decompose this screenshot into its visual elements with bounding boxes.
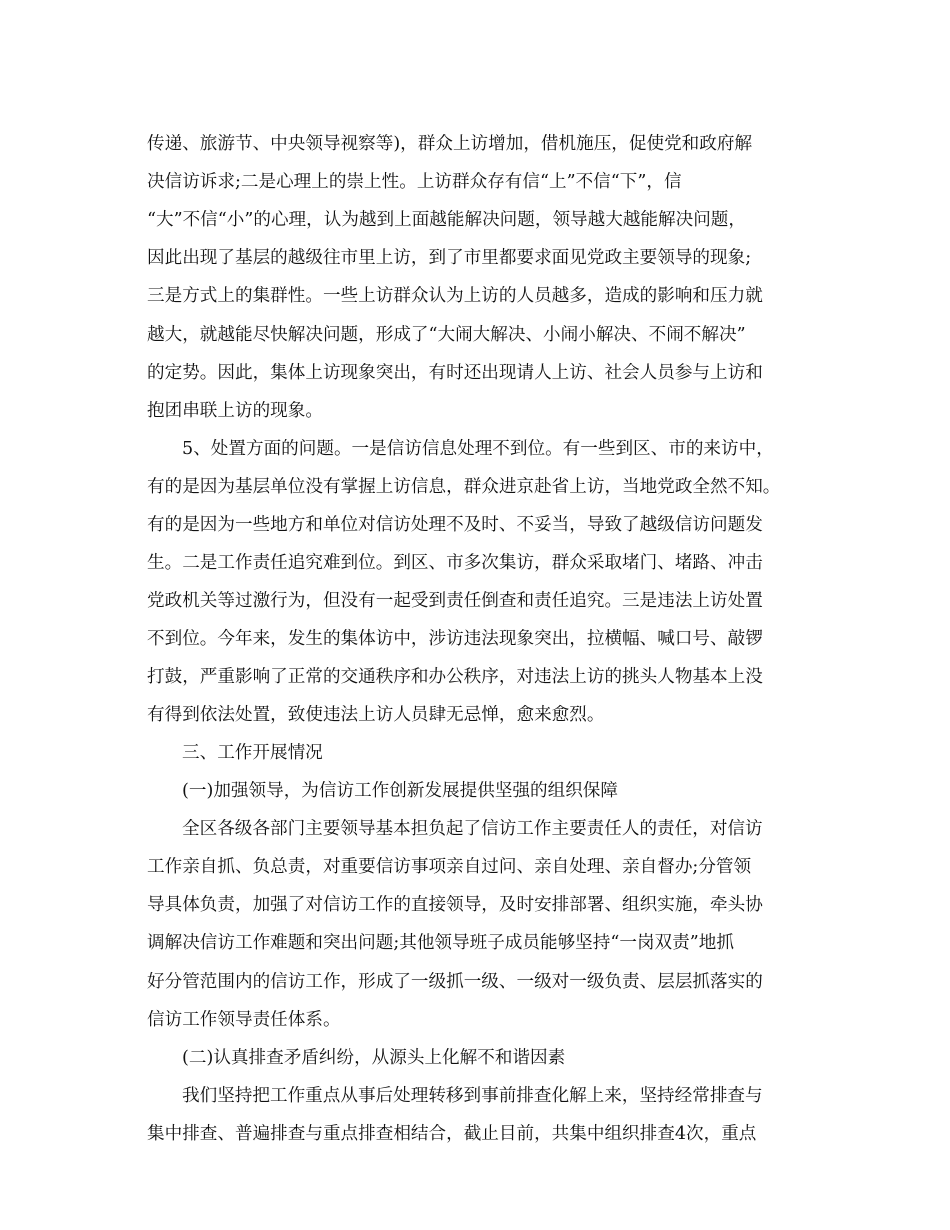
text-line: 越大，就越能尽快解决问题，形成了“大闹大解决、小闹小解决、不闹不解决” (147, 325, 746, 345)
text-line: 集中排查、普遍排查与重点排查相结合，截止目前，共集中组织排查4次，重点 (147, 1124, 757, 1144)
text-line: 调解决信访工作难题和突出问题;其他领导班子成员能够坚持“一岗双责”地抓 (147, 933, 734, 953)
text-line: 5、处置方面的问题。一是信访信息处理不到位。有一些到区、市的来访中， (182, 439, 774, 459)
text-line: 工作亲自抓、负总责，对重要信访事项亲自过问、亲自处理、亲自督办;分管领 (147, 857, 752, 877)
text-line: 的定势。因此，集体上访现象突出，有时还出现请人上访、社会人员参与上访和 (147, 363, 763, 383)
text-line: 抱团串联上访的现象。 (147, 401, 323, 421)
subsection-heading: (一)加强领导，为信访工作创新发展提供坚强的组织保障 (182, 781, 618, 801)
text-line: 导具体负责，加强了对信访工作的直接领导，及时安排部署、组织实施，牵头协 (147, 895, 763, 915)
text-line: 因此出现了基层的越级往市里上访，到了市里都要求面见党政主要领导的现象; (147, 248, 752, 268)
text-line: 不到位。今年来，发生的集体访中，涉访违法现象突出，拉横幅、喊口号、敲锣 (147, 629, 763, 649)
text-line: “大”不信“小”的心理，认为越到上面越能解决问题，领导越大越能解决问题， (147, 210, 746, 230)
subsection-heading: (二)认真排查矛盾纠纷，从源头上化解不和谐因素 (182, 1048, 566, 1068)
text-line: 有的是因为基层单位没有掌握上访信息，群众进京赴省上访，当地党政全然不知。 (147, 477, 781, 497)
text-line: 信访工作领导责任体系。 (147, 1010, 341, 1030)
text-line: 三是方式上的集群性。一些上访群众认为上访的人员越多，造成的影响和压力就 (147, 286, 763, 306)
text-line: 生。二是工作责任追究难到位。到区、市多次集访，群众采取堵门、堵路、冲击 (147, 553, 763, 573)
text-line: 我们坚持把工作重点从事后处理转移到事前排查化解上来，坚持经常排查与 (182, 1086, 763, 1106)
text-line: 有得到依法处置，致使违法上访人员肆无忌惮，愈来愈烈。 (147, 705, 605, 725)
text-line: 传递、旅游节、中央领导视察等)，群众上访增加，借机施压，促使党和政府解 (147, 134, 753, 154)
section-heading: 三、工作开展情况 (182, 743, 323, 763)
text-line: 决信访诉求;二是心理上的崇上性。上访群众存有信“上”不信“下”，信 (147, 172, 682, 192)
text-line: 好分管范围内的信访工作，形成了一级抓一级、一级对一级负责、层层抓落实的 (147, 972, 763, 992)
text-line: 党政机关等过激行为，但没有一起受到责任倒查和责任追究。三是违法上访处置 (147, 591, 763, 611)
text-line: 打鼓，严重影响了正常的交通秩序和办公秩序，对违法上访的挑头人物基本上没 (147, 667, 763, 687)
text-line: 全区各级各部门主要领导基本担负起了信访工作主要责任人的责任，对信访 (182, 819, 763, 839)
text-line: 有的是因为一些地方和单位对信访处理不及时、不妥当，导致了越级信访问题发 (147, 515, 763, 535)
